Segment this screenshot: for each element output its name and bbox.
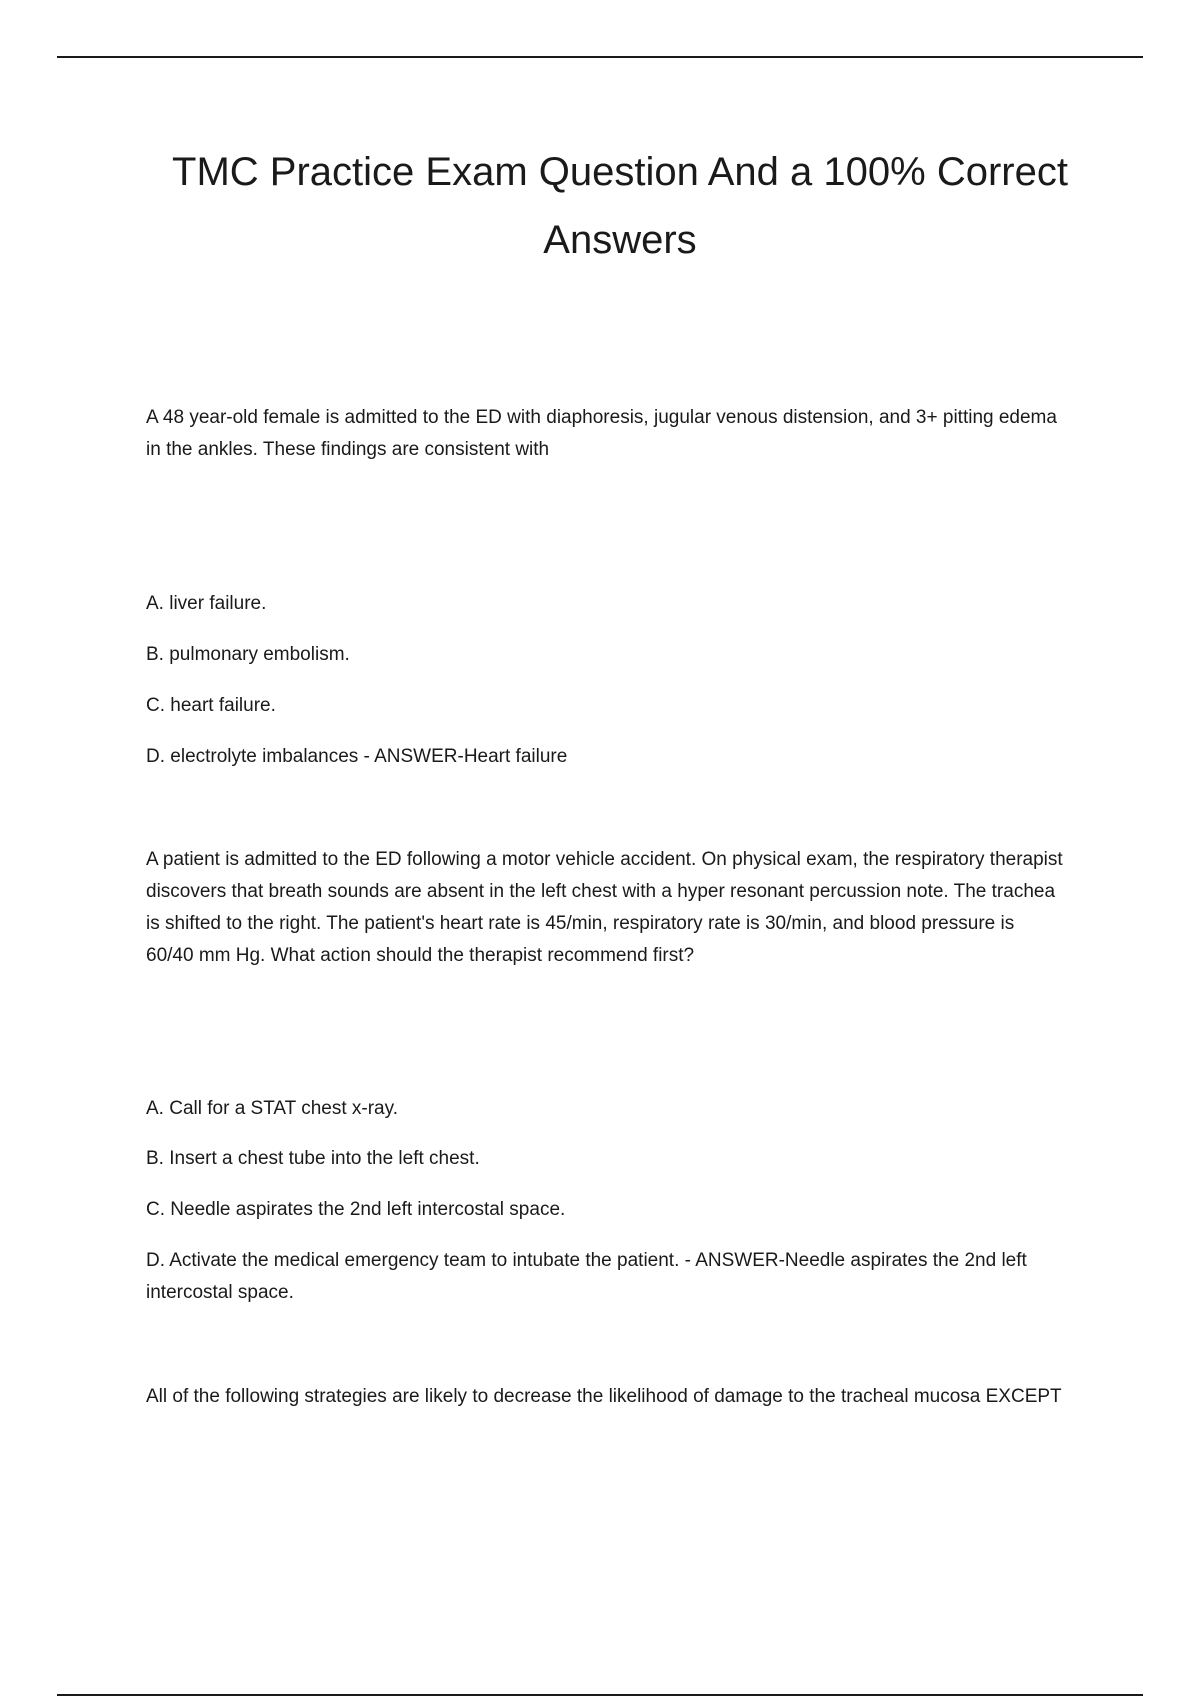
question-1-option-b bbox=[146, 639, 1066, 671]
footer-rule bbox=[57, 1694, 1143, 1696]
question-3 bbox=[146, 1381, 1066, 1413]
option-text: B. Insert a chest tube into the left chest. bbox=[146, 1148, 480, 1169]
question-text: A patient is admitted to the ED following a motor vehicle accident. On physical exam, the respiratory therapist discovers that breath sounds are absent in the left chest with a hyper resonant percussion note. The trachea is shifted to the right. The patient's heart rate is 45/min, respiratory rate is 30/min, and blood pressure is 60/40 mm Hg. What action should the therapist recommend first? bbox=[146, 849, 1063, 966]
question-1 bbox=[146, 402, 1066, 466]
option-text: A. liver failure. bbox=[146, 593, 267, 614]
option-text: A. Call for a STAT chest x-ray. bbox=[146, 1098, 398, 1119]
option-text: D. electrolyte imbalances - ANSWER-Heart failure bbox=[146, 746, 568, 767]
option-text: D. Activate the medical emergency team to intubate the patient. - ANSWER-Needle aspirates the 2nd left intercostal space. bbox=[146, 1250, 1027, 1303]
option-text: B. pulmonary embolism. bbox=[146, 644, 350, 665]
question-2-option-a bbox=[146, 1093, 1066, 1125]
header-rule bbox=[57, 56, 1143, 58]
question-text: All of the following strategies are likely to decrease the likelihood of damage to the tracheal mucosa EXCEPT bbox=[146, 1386, 1062, 1407]
question-2-option-c bbox=[146, 1194, 1066, 1226]
question-2-option-d bbox=[146, 1245, 1066, 1309]
question-2 bbox=[146, 844, 1066, 972]
option-text: C. Needle aspirates the 2nd left intercostal space. bbox=[146, 1199, 566, 1220]
question-1-option-c bbox=[146, 690, 1066, 722]
question-1-option-a bbox=[146, 588, 1066, 620]
question-2-option-b bbox=[146, 1143, 1066, 1175]
question-1-option-d bbox=[146, 741, 1066, 773]
option-text: C. heart failure. bbox=[146, 695, 276, 716]
question-text: A 48 year-old female is admitted to the ED with diaphoresis, jugular venous distension, and 3+ pitting edema in the ankles. These findings are consistent with bbox=[146, 407, 1057, 460]
document-title: TMC Practice Exam Question And a 100% Correct Answers bbox=[172, 150, 1068, 262]
